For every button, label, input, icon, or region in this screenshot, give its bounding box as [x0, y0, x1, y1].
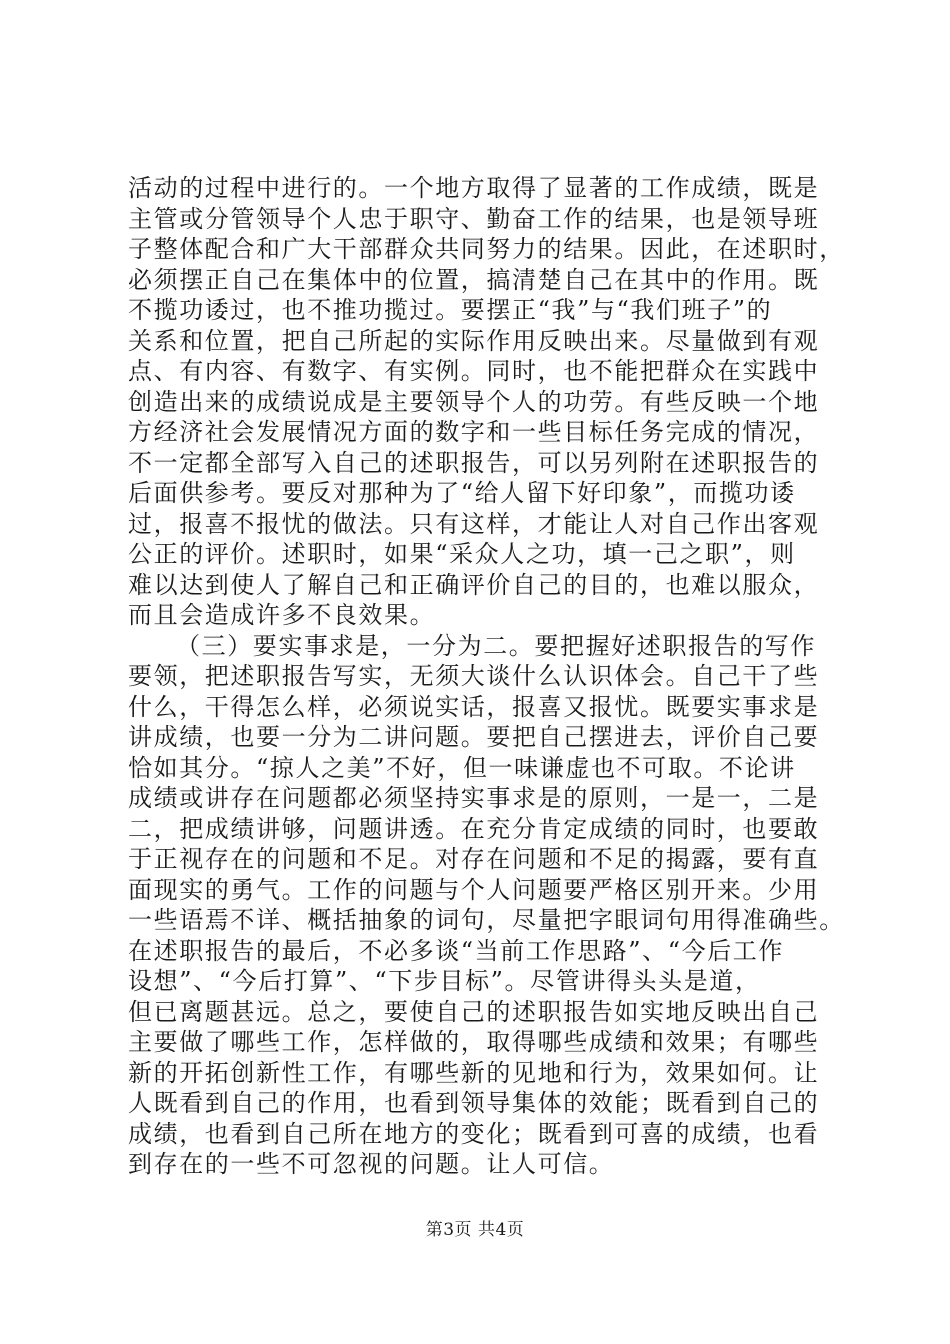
text-line: 创造出来的成绩说成是主要领导个人的功劳。有些反映一个地 [128, 387, 820, 416]
text-line: 而且会造成许多不良效果。 [128, 601, 436, 629]
text-line: 子整体配合和广大干部群众共同努力的结果。因此，在述职时， [128, 235, 845, 263]
text-line: 二，把成绩讲够，问题讲透。在充分肯定成绩的同时，也要敢 [128, 814, 820, 843]
document-body [128, 173, 845, 1180]
text-line: 什么，干得怎么样，必须说实话，报喜又报忧。既要实事求是 [128, 692, 820, 721]
paragraph-heading-line: （三）要实事求是，一分为二。要把握好述职报告的写作 [176, 631, 816, 660]
text-line: 后面供参考。要反对那种为了“给人留下好印象”，而揽功诿 [128, 479, 796, 507]
text-line: 恰如其分。“掠人之美”不好，但一味谦虚也不可取。不论讲 [128, 753, 796, 782]
text-line: 过，报喜不报忧的做法。只有这样，才能让人对自己作出客观 [128, 509, 820, 538]
text-line: 必须摆正自己在集体中的位置，搞清楚自己在其中的作用。既 [128, 265, 820, 294]
text-line: 成绩或讲存在问题都必须坚持实事求是的原则，一是一，二是 [128, 784, 820, 812]
text-line: 设想”、“今后打算”、“下步目标”。尽管讲得头头是道， [128, 967, 761, 995]
text-line: 方经济社会发展情况方面的数字和一些目标任务完成的情况， [128, 418, 820, 446]
text-line: 要领，把述职报告写实，无须大谈什么认识体会。自己干了些 [128, 662, 820, 690]
text-line: 一些语焉不详、概括抽象的词句，尽量把字眼词句用得准确些。 [128, 906, 845, 934]
text-line: 面现实的勇气。工作的问题与个人问题要严格区别开来。少用 [128, 875, 820, 904]
text-line: 不揽功诿过，也不推功揽过。要摆正“我”与“我们班子”的 [128, 296, 773, 324]
text-line: 在述职报告的最后，不必多谈“当前工作思路”、“今后工作 [128, 936, 785, 965]
page-number-footer: 第3页 共4页 [425, 1220, 525, 1240]
text-line: 人既看到自己的作用，也看到领导集体的效能；既看到自己的 [128, 1089, 820, 1117]
text-line: 到存在的一些不可忽视的问题。让人可信。 [128, 1150, 615, 1178]
text-line: 新的开拓创新性工作，有哪些新的见地和行为，效果如何。让 [128, 1058, 820, 1087]
text-line: 活动的过程中进行的。一个地方取得了显著的工作成绩，既是 [128, 174, 820, 202]
text-line: 成绩，也看到自己所在地方的变化；既看到可喜的成绩，也看 [128, 1119, 820, 1148]
text-line: 点、有内容、有数字、有实例。同时，也不能把群众在实践中 [128, 357, 820, 385]
text-line: 主要做了哪些工作，怎样做的，取得哪些成绩和效果；有哪些 [128, 1028, 820, 1056]
text-line: 不一定都全部写入自己的述职报告，可以另列附在述职报告的 [128, 448, 820, 477]
text-line: 主管或分管领导个人忠于职守、勤奋工作的结果，也是领导班 [128, 204, 820, 233]
text-line: 公正的评价。述职时，如果“采众人之功，填一己之职”，则 [128, 540, 796, 568]
text-line: 难以达到使人了解自己和正确评价自己的目的，也难以服众， [128, 570, 820, 599]
text-line: 但已离题甚远。总之，要使自己的述职报告如实地反映出自己 [128, 997, 820, 1026]
text-line: 于正视存在的问题和不足。对存在问题和不足的揭露，要有直 [128, 845, 820, 873]
text-line: 讲成绩，也要一分为二讲问题。要把自己摆进去，评价自己要 [128, 723, 820, 751]
text-line: 关系和位置，把自己所起的实际作用反映出来。尽量做到有观 [128, 326, 820, 355]
